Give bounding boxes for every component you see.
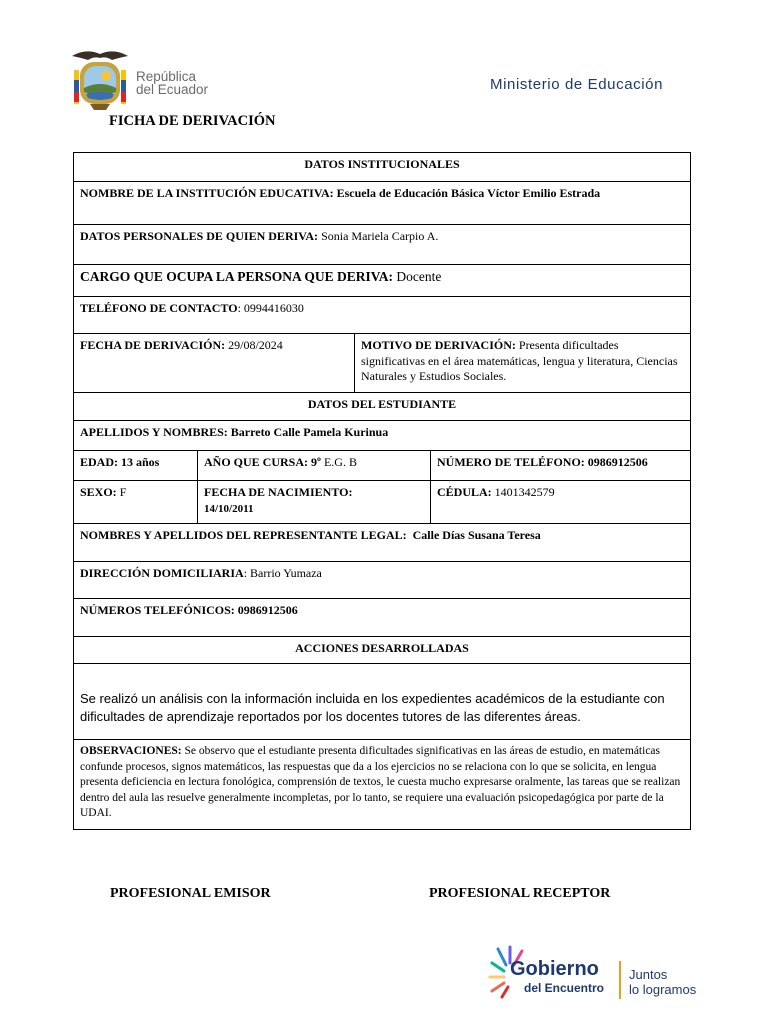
student-sex-birth-row [74,480,690,523]
observations-value: Se observo que el estudiante presenta dificultades significativas en las áreas de estudio, en matemáticas confunde procesos, signos matemáticos, las respuestas que da a los ejercicios no se relaciona con lo que se solicita, en lengua presenta deficiencia en lectura fonológica, comprensión de textos, le cuesta mucho expresarse oralmente, las tareas que se realizan dentro del aula las resuelve generalmente incompletas, por lo tanto, se requiere una evaluación psicopedagógica por parte de la UDAI. [80,745,681,819]
referral-date-label: FECHA DE DERIVACIÓN: [80,338,226,352]
student-phone-label: NÚMERO DE TELÉFONO: 0986912506 [437,455,648,469]
student-age-cell [74,451,197,480]
referrer-value: Sonia Mariela Carpio A. [321,229,439,243]
position-row [74,264,690,296]
student-section-title: DATOS DEL ESTUDIANTE [307,397,457,411]
student-birth-label: FECHA DE NACIMIENTO: [204,485,353,499]
referral-reason-cell [354,334,690,392]
guardian-row [74,523,690,561]
referrer-label: DATOS PERSONALES DE QUIEN DERIVA: [80,229,319,243]
referral-form-table [73,152,691,830]
institutional-header-row [74,153,690,181]
position-cell [74,265,690,296]
receiver-signature-label: PROFESIONAL RECEPTOR [429,886,611,901]
actions-section-title: ACCIONES DESARROLLADAS [295,641,469,655]
referral-date-reason-row [74,333,690,392]
phones-label: NÚMEROS TELEFÓNICOS: 0986912506 [80,603,298,617]
student-age-label: EDAD: 13 años [80,455,160,469]
actions-header-row [74,636,690,663]
position-value: Docente [396,269,442,284]
student-header-row [74,392,690,420]
slogan [629,967,696,997]
logo-divider [619,961,621,999]
student-name-row [74,420,690,450]
student-grade-cell [197,451,430,480]
referral-date-cell [74,334,354,392]
student-phone-cell [430,451,690,480]
student-age-grade-row [74,450,690,480]
address-label: DIRECCIÓN DOMICILIARIA [80,566,244,580]
student-id-value: 1401342579 [494,485,555,499]
student-grade-value: E.G. B [323,455,357,469]
gobierno-wordmark: Gobierno [510,958,599,980]
guardian-label: NOMBRES Y APELLIDOS DEL REPRESENTANTE LEGAL: [80,528,407,542]
contact-phone-row [74,296,690,333]
student-id-label: CÉDULA: [437,485,492,499]
contact-phone-label: TELÉFONO DE CONTACTO [80,301,238,315]
student-name-cell [74,421,690,450]
institutional-section-title: DATOS INSTITUCIONALES [304,157,460,171]
address-cell [74,562,690,598]
student-grade-label: AÑO QUE CURSA: 9º [204,455,321,469]
gobierno-del-encuentro-logo [488,943,718,1003]
republic-line2: del Ecuador [136,82,209,97]
guardian-value: Calle Días Susana Teresa [412,528,541,542]
student-name-label: APELLIDOS Y NOMBRES: [80,425,228,439]
contact-phone-value: : 0994416030 [237,301,304,315]
contact-phone-cell [74,297,690,333]
referral-reason-label: MOTIVO DE DERIVACIÓN: [361,338,516,352]
issuer-signature-label: PROFESIONAL EMISOR [110,886,271,901]
student-sex-cell [74,481,197,523]
republic-wordmark [136,70,208,96]
republic-line1: República [136,69,197,84]
student-sex-value: F [119,485,127,499]
address-row [74,561,690,598]
referral-reason-value: Presenta dificultades significativas en el área matemáticas, lengua y literatura, Ciencias Naturales y Estudios Sociales. [361,338,678,383]
slogan-line2: lo logramos [629,982,697,997]
actions-text-row [74,663,690,739]
institution-cell [74,182,690,224]
institution-row [74,181,690,224]
institution-label: NOMBRE DE LA INSTITUCIÓN EDUCATIVA: [80,186,334,200]
slogan-line1: Juntos [629,967,668,982]
phones-cell [74,599,690,636]
actions-text: Se realizó un análisis con la información incluida en los expedientes académicos de la estudiante con dificultades de aprendizaje reportados por los docentes tutores de las diferentes áreas. [80,691,665,724]
guardian-cell [74,524,690,561]
ministry-name: Ministerio de Educación [490,76,664,93]
referrer-row [74,224,690,264]
address-value: : Barrio Yumaza [243,566,322,580]
referral-date-value: 29/08/2024 [228,338,283,352]
ecuador-coat-of-arms-logo [68,46,132,114]
observations-label: OBSERVACIONES: [80,745,182,757]
observations-cell [74,740,690,829]
student-id-cell [430,481,690,523]
student-name-value: Barreto Calle Pamela Kurinua [230,425,389,439]
institution-value: Escuela de Educación Básica Víctor Emilio Estrada [336,186,601,200]
position-label: CARGO QUE OCUPA LA PERSONA QUE DERIVA: [80,269,394,284]
student-birth-value: 14/10/2011 [204,502,254,515]
phones-row [74,598,690,636]
form-title: FICHA DE DERIVACIÓN [109,113,276,129]
student-birth-cell [197,481,430,523]
referrer-cell [74,225,690,264]
encuentro-wordmark: del Encuentro [524,981,605,995]
student-sex-label: SEXO: [80,485,117,499]
observations-row [74,739,690,829]
